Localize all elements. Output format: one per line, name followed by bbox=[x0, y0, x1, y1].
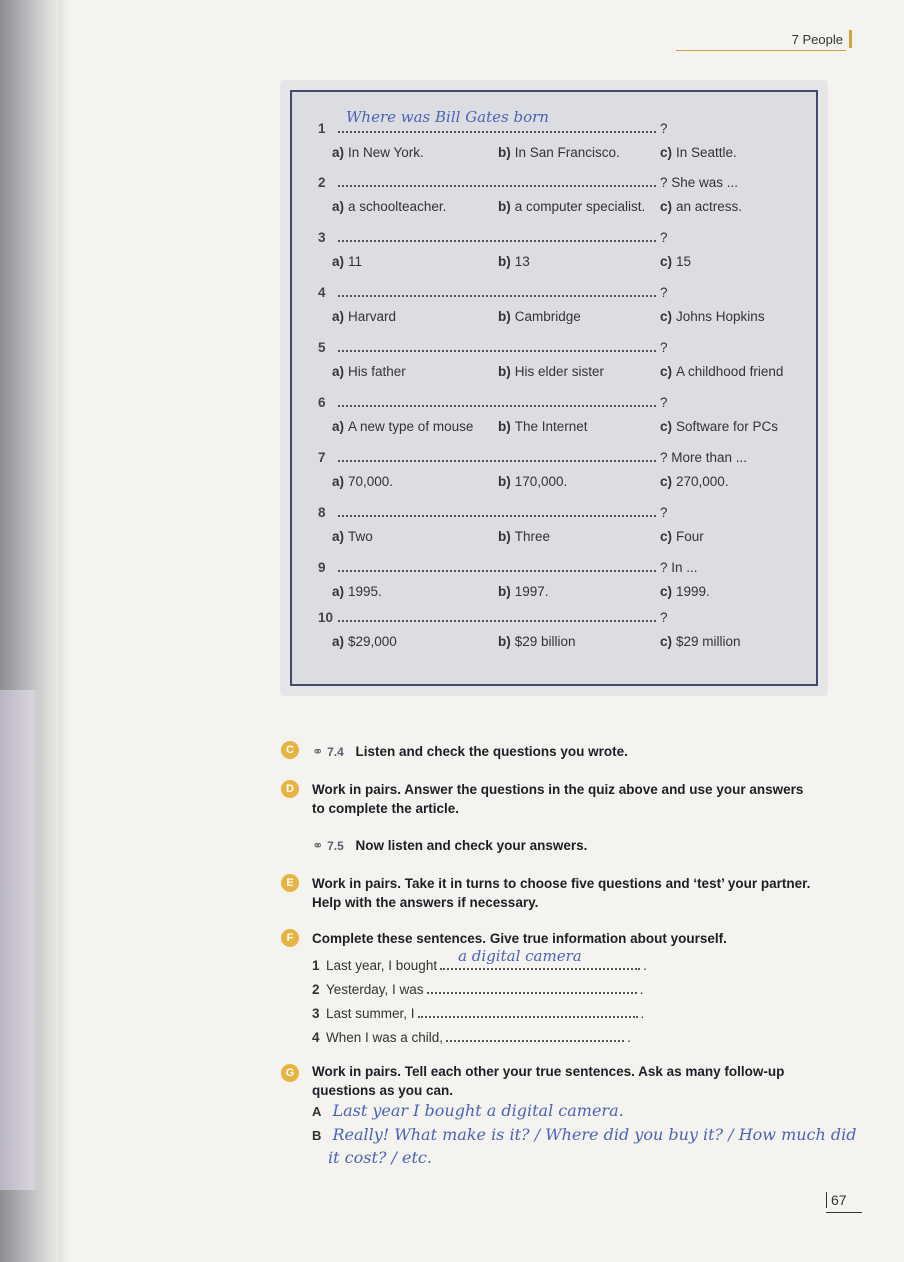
question-suffix: ? More than ... bbox=[660, 450, 748, 465]
quiz-question-10 bbox=[318, 609, 668, 625]
task-d-sub-text: Now listen and check your answers. bbox=[355, 838, 588, 853]
question-suffix: ? bbox=[660, 395, 668, 410]
question-suffix: ? She was ... bbox=[660, 175, 739, 190]
quiz-option[interactable] bbox=[332, 145, 424, 160]
question-answer-line[interactable] bbox=[338, 284, 656, 297]
quiz-option[interactable] bbox=[498, 199, 645, 214]
quiz-question-6 bbox=[318, 394, 668, 410]
dialog-line: Really! What make is it? / Where did you buy it? / How much did bbox=[332, 1125, 857, 1144]
quiz-option[interactable] bbox=[332, 309, 396, 324]
option-letter: c) bbox=[660, 474, 673, 489]
sentence-number: 4 bbox=[312, 1030, 320, 1045]
task-g-line-2: questions as you can. bbox=[312, 1083, 454, 1098]
option-letter: a) bbox=[332, 419, 345, 434]
quiz-option[interactable] bbox=[332, 584, 382, 599]
option-text: Harvard bbox=[348, 309, 397, 324]
quiz-option[interactable] bbox=[332, 364, 406, 379]
sentence-item bbox=[312, 1030, 631, 1045]
option-letter: b) bbox=[498, 634, 511, 649]
question-answer-line[interactable] bbox=[338, 108, 656, 133]
quiz-option[interactable] bbox=[660, 419, 778, 434]
quiz-option[interactable] bbox=[660, 364, 783, 379]
quiz-option[interactable] bbox=[498, 309, 581, 324]
page-edge bbox=[58, 0, 70, 1262]
option-text: 70,000. bbox=[348, 474, 394, 489]
chapter-title: 7 People bbox=[791, 31, 843, 47]
dialog-line: Last year I bought a digital camera. bbox=[332, 1101, 624, 1120]
quiz-box bbox=[290, 90, 818, 686]
sentence-answer-line[interactable] bbox=[418, 1006, 638, 1018]
question-number: 3 bbox=[318, 230, 326, 245]
running-head bbox=[792, 30, 852, 48]
sentence-text: Yesterday, I was bbox=[326, 982, 424, 997]
quiz-option[interactable] bbox=[660, 529, 704, 544]
option-text: Johns Hopkins bbox=[676, 309, 765, 324]
headphones-icon: ⚭ bbox=[312, 744, 324, 759]
option-text: a schoolteacher. bbox=[348, 199, 447, 214]
question-answer-line[interactable] bbox=[338, 449, 656, 462]
sentence-end: . bbox=[640, 1006, 645, 1021]
task-d-listen bbox=[312, 836, 587, 856]
running-head-rule bbox=[676, 50, 846, 51]
option-letter: a) bbox=[332, 584, 345, 599]
quiz-option[interactable] bbox=[660, 309, 765, 324]
question-number: 5 bbox=[318, 340, 326, 355]
page-number: 67 bbox=[826, 1192, 847, 1208]
quiz-option[interactable] bbox=[660, 199, 742, 214]
task-c-text: Listen and check the questions you wrote. bbox=[355, 744, 628, 759]
sentence-answer-line[interactable] bbox=[440, 947, 640, 970]
option-text: Three bbox=[514, 529, 551, 544]
quiz-option[interactable] bbox=[332, 419, 473, 434]
option-text: an actress. bbox=[676, 199, 743, 214]
sentence-number: 3 bbox=[312, 1006, 320, 1021]
quiz-option[interactable] bbox=[660, 584, 710, 599]
option-text: In San Francisco. bbox=[514, 145, 620, 160]
handwritten-answer: a digital camera bbox=[458, 947, 582, 965]
dialog-line-continued: it cost? / etc. bbox=[328, 1148, 432, 1167]
option-letter: c) bbox=[660, 199, 673, 214]
option-text: His father bbox=[348, 364, 406, 379]
task-c-instruction bbox=[312, 742, 628, 762]
quiz-option[interactable] bbox=[498, 364, 604, 379]
option-letter: c) bbox=[660, 145, 673, 160]
quiz-option[interactable] bbox=[660, 634, 741, 649]
option-text: A childhood friend bbox=[676, 364, 784, 379]
question-suffix: ? bbox=[660, 505, 668, 520]
task-badge-g: G bbox=[281, 1064, 299, 1082]
option-letter: c) bbox=[660, 529, 673, 544]
quiz-option[interactable] bbox=[332, 474, 393, 489]
option-letter: c) bbox=[660, 419, 673, 434]
dialog-b bbox=[312, 1124, 857, 1170]
option-text: 1999. bbox=[676, 584, 710, 599]
option-letter: a) bbox=[332, 364, 345, 379]
question-number: 6 bbox=[318, 395, 326, 410]
question-number: 7 bbox=[318, 450, 326, 465]
option-letter: b) bbox=[498, 199, 511, 214]
track-number: 7.5 bbox=[327, 839, 344, 853]
sentence-item bbox=[312, 982, 643, 997]
quiz-option[interactable] bbox=[332, 529, 373, 544]
option-text: a computer specialist. bbox=[514, 199, 646, 214]
question-suffix: ? bbox=[660, 610, 668, 625]
sentence-answer-line[interactable] bbox=[427, 982, 637, 994]
question-suffix: ? bbox=[660, 230, 668, 245]
book-spine-band bbox=[0, 690, 40, 1190]
option-text: His elder sister bbox=[514, 364, 605, 379]
quiz-question-8 bbox=[318, 504, 668, 520]
question-number: 8 bbox=[318, 505, 326, 520]
question-answer-line[interactable] bbox=[338, 559, 656, 572]
task-d-line-1: Work in pairs. Answer the questions in the quiz above and use your answers bbox=[312, 782, 804, 797]
quiz-question-7 bbox=[318, 449, 747, 465]
question-answer-line[interactable] bbox=[338, 229, 656, 242]
task-g-line-1: Work in pairs. Tell each other your true sentences. Ask as many follow-up bbox=[312, 1064, 785, 1079]
chapter-marker-bar bbox=[849, 30, 852, 48]
question-suffix: ? bbox=[660, 340, 668, 355]
task-badge-f: F bbox=[281, 929, 299, 947]
option-text: A new type of mouse bbox=[348, 419, 474, 434]
option-text: 15 bbox=[676, 254, 692, 269]
option-text: In New York. bbox=[348, 145, 424, 160]
question-suffix: ? bbox=[660, 285, 668, 300]
quiz-question-9 bbox=[318, 559, 698, 575]
question-answer-line[interactable] bbox=[338, 609, 656, 622]
option-letter: a) bbox=[332, 634, 345, 649]
question-answer-line[interactable] bbox=[338, 504, 656, 517]
option-text: 11 bbox=[348, 254, 363, 269]
option-text: $29,000 bbox=[348, 634, 397, 649]
option-letter: b) bbox=[498, 309, 511, 324]
quiz-option[interactable] bbox=[498, 529, 550, 544]
task-badge-c: C bbox=[281, 741, 299, 759]
quiz-option[interactable] bbox=[660, 145, 737, 160]
speaker-label: A bbox=[312, 1104, 322, 1119]
option-letter: b) bbox=[498, 474, 511, 489]
sentence-item bbox=[312, 1006, 644, 1021]
option-letter: b) bbox=[498, 364, 511, 379]
option-letter: b) bbox=[498, 584, 511, 599]
task-e-line-2: Help with the answers if necessary. bbox=[312, 895, 539, 910]
option-text: $29 million bbox=[676, 634, 741, 649]
sentence-text: Last summer, I bbox=[326, 1006, 415, 1021]
option-letter: c) bbox=[660, 584, 673, 599]
headphones-icon: ⚭ bbox=[312, 838, 324, 853]
task-e-line-1: Work in pairs. Take it in turns to choose five questions and ‘test’ your partner. bbox=[312, 876, 811, 891]
quiz-question-3 bbox=[318, 229, 668, 245]
track-number: 7.4 bbox=[327, 745, 344, 759]
quiz-option[interactable] bbox=[498, 419, 588, 434]
sentence-end: . bbox=[627, 1030, 631, 1045]
question-answer-line[interactable] bbox=[338, 174, 656, 187]
task-d-instruction bbox=[312, 780, 803, 818]
quiz-option[interactable] bbox=[498, 254, 530, 269]
sentence-number: 1 bbox=[312, 958, 320, 973]
option-letter: a) bbox=[332, 199, 345, 214]
quiz-option[interactable] bbox=[332, 254, 362, 269]
question-number: 2 bbox=[318, 175, 326, 190]
option-text: Software for PCs bbox=[676, 419, 779, 434]
option-letter: a) bbox=[332, 474, 345, 489]
quiz-option[interactable] bbox=[498, 584, 549, 599]
page-number-rule bbox=[826, 1212, 862, 1213]
option-text: 13 bbox=[514, 254, 530, 269]
option-letter: c) bbox=[660, 634, 673, 649]
question-number: 4 bbox=[318, 285, 326, 300]
sentence-answer-line[interactable] bbox=[446, 1030, 624, 1042]
option-text: In Seattle. bbox=[676, 145, 737, 160]
option-letter: a) bbox=[332, 309, 345, 324]
task-e-instruction bbox=[312, 874, 810, 912]
task-g-instruction bbox=[312, 1062, 784, 1100]
quiz-question-5 bbox=[318, 339, 668, 355]
option-letter: c) bbox=[660, 364, 673, 379]
quiz-option[interactable] bbox=[332, 634, 397, 649]
question-suffix: ? In ... bbox=[660, 560, 698, 575]
question-suffix: ? bbox=[660, 121, 668, 136]
quiz-question-2 bbox=[318, 174, 738, 190]
task-d-line-2: to complete the article. bbox=[312, 801, 460, 816]
handwritten-question: Where was Bill Gates born bbox=[346, 108, 549, 126]
option-letter: b) bbox=[498, 145, 511, 160]
option-text: 1995. bbox=[348, 584, 382, 599]
option-text: The Internet bbox=[514, 419, 588, 434]
sentence-text: Last year, I bought bbox=[326, 958, 438, 973]
quiz-option[interactable] bbox=[498, 634, 576, 649]
sentence-number: 2 bbox=[312, 982, 320, 997]
sentence-end: . bbox=[639, 982, 644, 997]
speaker-label: B bbox=[312, 1128, 322, 1143]
dialog-a bbox=[312, 1100, 624, 1123]
option-letter: b) bbox=[498, 419, 511, 434]
quiz-option[interactable] bbox=[498, 474, 567, 489]
task-badge-d: D bbox=[281, 780, 299, 798]
quiz-question-1 bbox=[318, 108, 668, 136]
question-answer-line[interactable] bbox=[338, 394, 656, 407]
option-letter: b) bbox=[498, 529, 511, 544]
quiz-question-4 bbox=[318, 284, 668, 300]
option-letter: a) bbox=[332, 529, 345, 544]
quiz-option[interactable] bbox=[332, 199, 446, 214]
question-number: 9 bbox=[318, 560, 326, 575]
quiz-option[interactable] bbox=[498, 145, 620, 160]
sentence-text: When I was a child, bbox=[326, 1030, 444, 1045]
option-letter: a) bbox=[332, 254, 345, 269]
option-text: Cambridge bbox=[514, 309, 581, 324]
option-text: 270,000. bbox=[676, 474, 729, 489]
option-letter: a) bbox=[332, 145, 345, 160]
question-answer-line[interactable] bbox=[338, 339, 656, 352]
task-f-instruction: Complete these sentences. Give true information about yourself. bbox=[312, 931, 727, 946]
sentence-item bbox=[312, 947, 647, 973]
question-number: 1 bbox=[318, 121, 326, 136]
quiz-option[interactable] bbox=[660, 254, 691, 269]
option-text: Four bbox=[676, 529, 704, 544]
option-text: 1997. bbox=[514, 584, 549, 599]
question-number: 10 bbox=[318, 610, 334, 625]
option-text: $29 billion bbox=[514, 634, 576, 649]
sentence-end: . bbox=[643, 958, 647, 973]
task-badge-e: E bbox=[281, 874, 299, 892]
option-text: Two bbox=[348, 529, 373, 544]
option-letter: b) bbox=[498, 254, 511, 269]
quiz-option[interactable] bbox=[660, 474, 729, 489]
option-letter: c) bbox=[660, 254, 673, 269]
option-text: 170,000. bbox=[514, 474, 568, 489]
option-letter: c) bbox=[660, 309, 673, 324]
